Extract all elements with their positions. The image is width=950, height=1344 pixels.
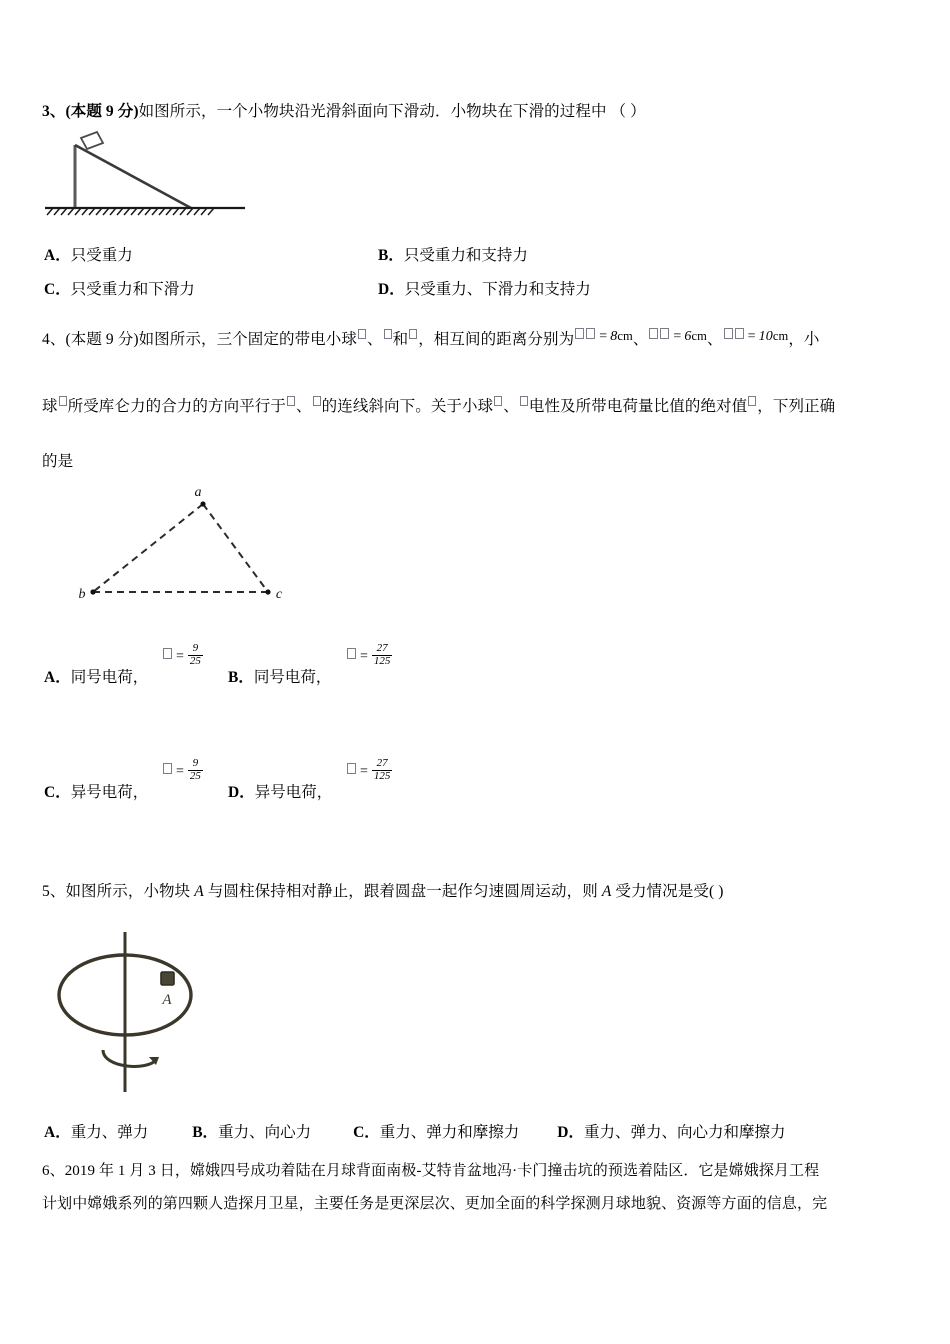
question-6-line-1	[42, 1160, 819, 1183]
question-4-stem-d: ，相互间的距离分别为	[418, 331, 575, 348]
q5-stem-b: 与圆柱保持相对静止，跟着圆盘一起作匀速圆周运动，则	[207, 883, 598, 900]
option-d-expression: = $\frac{27}{125}$	[346, 758, 393, 783]
question-3-option-c	[44, 277, 195, 299]
option-label: D．	[228, 784, 255, 801]
question-5-option-a	[44, 1120, 148, 1142]
question-4-stem-tail: ，小	[788, 331, 820, 348]
missing-glyph-box	[660, 328, 669, 339]
block-on-disk	[161, 972, 174, 1008]
fraction-denominator: 25	[189, 654, 201, 667]
option-label: A．	[44, 1124, 71, 1141]
triangle-vertex-label-b: b	[78, 587, 86, 602]
question-4-option-a	[44, 642, 201, 687]
option-text: 只受重力	[70, 247, 133, 264]
question-3-stem-text: 如图所示，一个小物块沿光滑斜面向下滑动．小物块在下滑的过程中 （ ）	[138, 103, 646, 120]
option-label: C．	[353, 1124, 380, 1141]
block-label-a: A	[162, 992, 172, 1008]
missing-glyph-box	[586, 328, 595, 339]
question-5-stem	[42, 880, 723, 904]
distance-value: 6	[684, 329, 692, 344]
question-4-stem-line-3	[42, 450, 73, 474]
fraction-numerator: 27	[376, 757, 388, 769]
option-text: 异号电荷，	[254, 784, 333, 801]
triangle-vertex-label-c: c	[275, 587, 283, 602]
distance-unit: cm	[617, 329, 633, 343]
missing-glyph-box	[748, 396, 756, 406]
missing-glyph-box	[494, 396, 502, 406]
distance-unit: cm	[691, 329, 708, 343]
question-6-line-2	[42, 1193, 827, 1216]
q4-l3-text: 的是	[42, 453, 74, 470]
missing-glyph-box	[347, 648, 356, 659]
missing-glyph-box	[163, 763, 172, 774]
question-4-option-c	[44, 757, 201, 802]
question-3-points: (本题 9 分)	[65, 103, 139, 120]
q4-l2-d: 的连线斜向下。关于小球	[321, 398, 494, 415]
question-4-stem-a: 如图所示，三个固定的带电小球	[138, 331, 357, 348]
separator: 、	[632, 331, 649, 348]
missing-glyph-box	[735, 328, 744, 339]
option-text: 只受重力、下滑力和支持力	[404, 281, 591, 298]
question-4-stem-line-2	[42, 395, 835, 419]
missing-glyph-box	[409, 329, 417, 339]
question-5-option-b	[192, 1120, 311, 1142]
option-label: B．	[192, 1124, 219, 1141]
fraction-denominator: 25	[189, 769, 201, 782]
missing-glyph-box	[358, 329, 366, 339]
distance-value: 10	[758, 329, 773, 344]
question-4-option-b	[228, 642, 391, 687]
missing-glyph-box	[287, 396, 295, 406]
option-label: D．	[378, 281, 405, 298]
distance-value: 8	[610, 329, 618, 344]
question-4-number: 4、	[42, 331, 66, 348]
question-3-option-a	[44, 243, 133, 265]
option-label: B．	[378, 247, 404, 264]
option-text: 重力、弹力和摩擦力	[379, 1124, 520, 1141]
q4-l2-g: ，下列正确	[757, 398, 836, 415]
missing-glyph-box	[724, 328, 733, 339]
option-text: 异号电荷，	[70, 784, 149, 801]
option-label: C．	[44, 784, 71, 801]
q5-stem-c: 受力情况是受( )	[615, 883, 724, 900]
question-4-stem-b: 、	[366, 331, 383, 348]
question-6-text-2: 计划中嫦娥系列的第四颗人造探月卫星，主要任务是更深层次、更加全面的科学探测月球地貌、资源等方面的信息，完	[42, 1196, 828, 1212]
missing-glyph-box	[163, 648, 172, 659]
fraction-denominator: 125	[373, 654, 391, 667]
fraction	[188, 643, 203, 668]
distance-unit: cm	[772, 329, 789, 343]
fraction	[188, 758, 203, 783]
question-3-option-d	[378, 277, 591, 299]
option-label: D．	[557, 1124, 584, 1141]
missing-glyph-box	[347, 763, 356, 774]
option-label: C．	[44, 281, 71, 298]
question-4-stem-c: 和	[392, 331, 409, 348]
distance-expression-1: = 8cm	[574, 329, 633, 344]
triangle-vertex-label-a: a	[194, 485, 202, 500]
question-4-option-d	[228, 757, 391, 802]
option-label: A．	[44, 669, 71, 686]
dashed-triangle-figure	[68, 484, 318, 609]
option-text: 同号电荷，	[70, 669, 149, 686]
distance-expression-2: = 6cm	[648, 329, 707, 344]
distance-expression-3: = 10cm	[723, 329, 789, 344]
missing-glyph-box	[520, 396, 528, 406]
fraction-denominator: 125	[373, 769, 391, 782]
q5-var-1: A	[194, 883, 204, 900]
q4-l2-f: 电性及所带电荷量比值的绝对值	[528, 398, 748, 415]
option-text: 只受重力和支持力	[403, 247, 528, 264]
q4-l2-e: 、	[503, 398, 519, 415]
q4-l2-c: 、	[296, 398, 312, 415]
q5-stem-a: 如图所示，小物块	[65, 883, 191, 900]
option-c-expression: = $\frac{9}{25}$	[162, 758, 204, 783]
question-4-points: (本题 9 分)	[65, 331, 139, 348]
fraction	[372, 643, 393, 668]
missing-glyph-box	[649, 328, 658, 339]
fraction-numerator: 9	[192, 642, 199, 654]
option-text: 重力、弹力、向心力和摩擦力	[584, 1124, 786, 1141]
option-text: 只受重力和下滑力	[70, 281, 195, 298]
question-3-stem	[42, 100, 646, 124]
sliding-block	[81, 132, 103, 149]
q4-l2-b: 所受库仑力的合力的方向平行于	[67, 398, 287, 415]
inclined-plane-figure	[45, 128, 245, 224]
missing-glyph-box	[384, 329, 392, 339]
question-5-options	[44, 1120, 786, 1142]
q5-var-2: A	[601, 883, 612, 900]
option-text: 同号电荷，	[253, 669, 332, 686]
rotating-disk-figure	[55, 932, 230, 1100]
question-3-option-b	[378, 243, 528, 265]
missing-glyph-box	[313, 396, 321, 406]
question-4-stem-line-1	[42, 326, 820, 352]
missing-glyph-box	[59, 396, 67, 406]
option-text: 重力、向心力	[218, 1124, 312, 1141]
question-5-number: 5、	[42, 883, 66, 900]
separator: 、	[707, 331, 723, 348]
fraction-numerator: 9	[192, 757, 199, 769]
fraction	[372, 758, 393, 783]
question-6-number: 6、	[42, 1163, 65, 1179]
question-6-text-1: 2019 年 1 月 3 日，嫦娥四号成功着陆在月球背面南极-艾特肯盆地冯·卡门撞击坑的预选着陆区．它是嫦娥探月工程	[64, 1163, 820, 1179]
q4-l2-a: 球	[42, 398, 58, 415]
option-label: A．	[44, 247, 71, 264]
question-5-option-c	[353, 1120, 519, 1142]
fraction-numerator: 27	[376, 642, 388, 654]
option-a-expression: = $\frac{9}{25}$	[162, 643, 204, 668]
option-text: 重力、弹力	[70, 1124, 149, 1141]
question-3-number: 3、	[42, 103, 66, 120]
option-b-expression: = $\frac{27}{125}$	[346, 643, 393, 668]
question-5-option-d	[557, 1120, 785, 1142]
rotation-arrow	[103, 1050, 156, 1066]
option-label: B．	[228, 669, 254, 686]
missing-glyph-box	[575, 328, 584, 339]
